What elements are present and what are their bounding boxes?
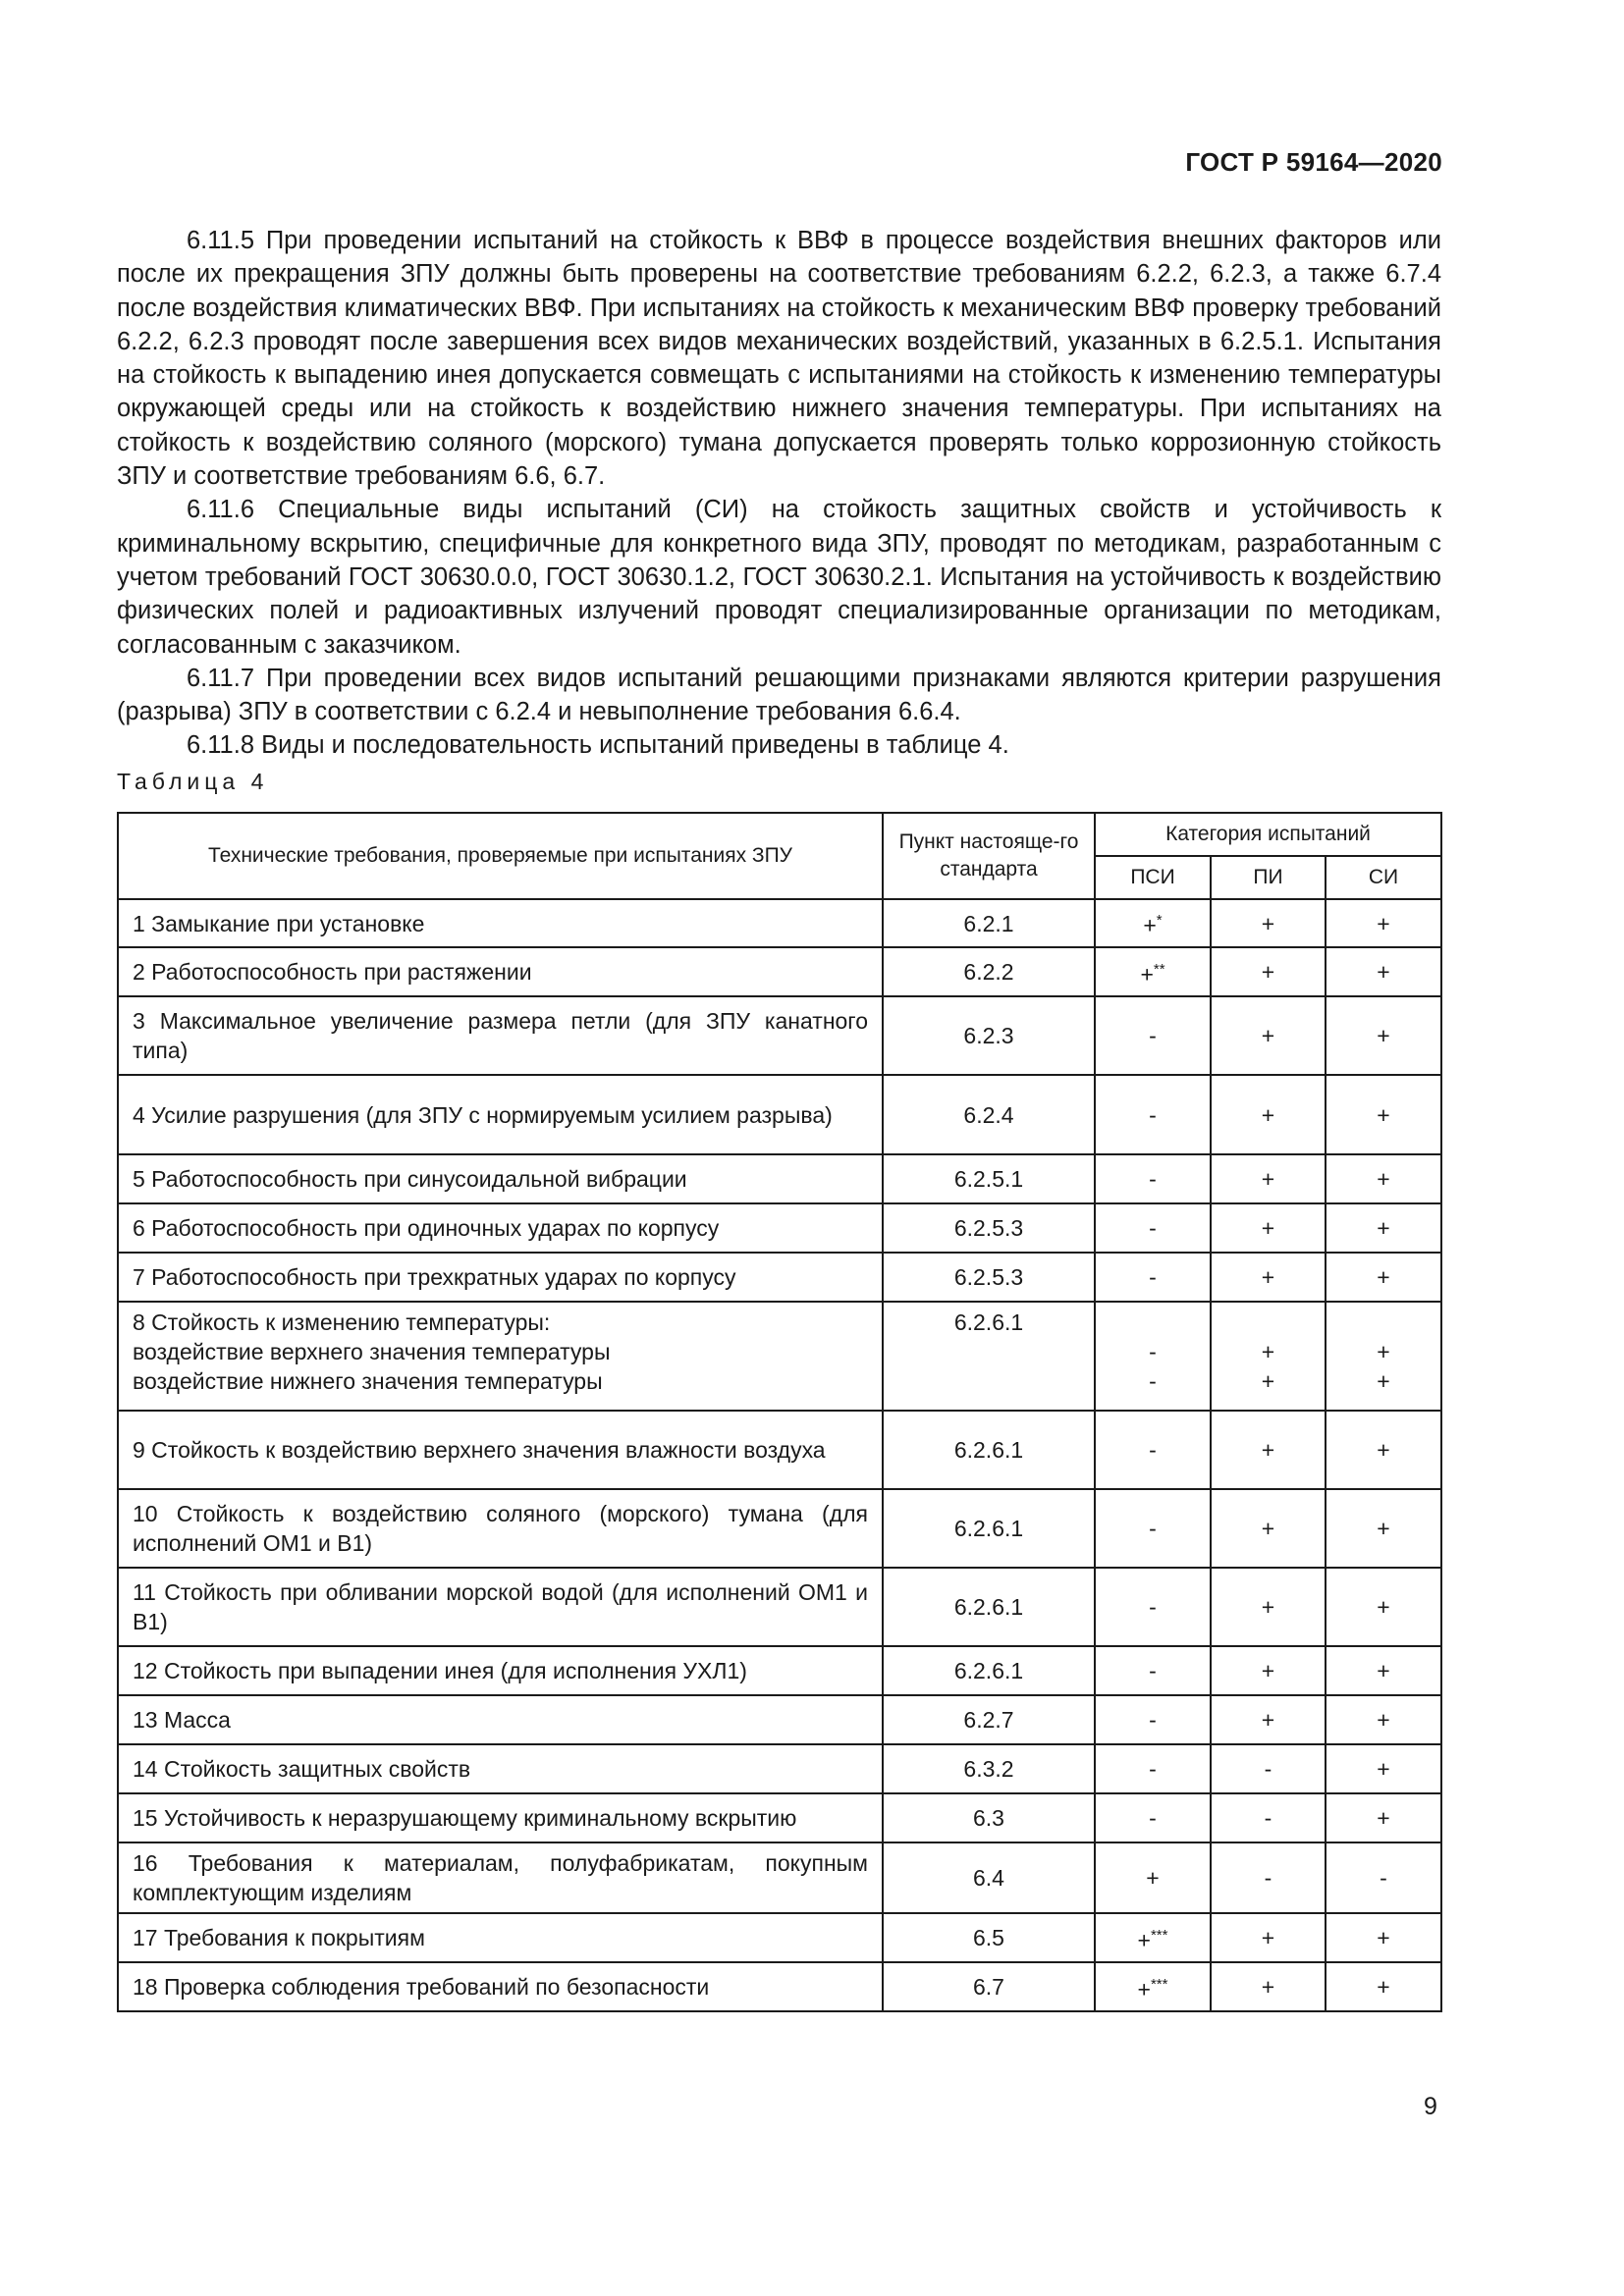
cell-clause: 6.2.6.1 bbox=[883, 1646, 1095, 1695]
psi-mark: - bbox=[1149, 1023, 1157, 1048]
table-row bbox=[118, 1744, 1441, 1793]
table-row bbox=[118, 1793, 1441, 1842]
cell-pi: + bbox=[1211, 1962, 1326, 2011]
cell-clause: 6.2.6.1 bbox=[883, 1411, 1095, 1489]
table-row bbox=[118, 1075, 1441, 1154]
cell-clause: 6.2.6.1 bbox=[883, 1302, 1095, 1411]
cell-si: + bbox=[1326, 1568, 1441, 1646]
psi-mark: - bbox=[1149, 1166, 1157, 1192]
cell-psi bbox=[1095, 1568, 1211, 1646]
cell-clause: 6.2.5.3 bbox=[883, 1203, 1095, 1253]
mark: + bbox=[1261, 1339, 1275, 1364]
cell-pi: + bbox=[1211, 1411, 1326, 1489]
cell-clause: 6.4 bbox=[883, 1842, 1095, 1913]
table-row bbox=[118, 1646, 1441, 1695]
mark: - bbox=[1149, 1339, 1157, 1364]
psi-mark: - bbox=[1149, 1264, 1157, 1290]
psi-mark: + bbox=[1146, 1865, 1160, 1891]
table-row bbox=[118, 1913, 1441, 1962]
table-caption: Таблица 4 bbox=[117, 769, 269, 794]
header-si: СИ bbox=[1326, 856, 1441, 899]
cell-psi bbox=[1095, 1695, 1211, 1744]
cell-requirement: 7 Работоспособность при трехкратных ударах по корпусу bbox=[118, 1253, 883, 1302]
footnote-mark: *** bbox=[1150, 1975, 1168, 1993]
cell-pi: + bbox=[1211, 996, 1326, 1075]
cell-si: + bbox=[1326, 1793, 1441, 1842]
header-pi: ПИ bbox=[1211, 856, 1326, 899]
table-row bbox=[118, 1962, 1441, 2011]
table-row bbox=[118, 1302, 1441, 1411]
cell-si: + bbox=[1326, 1075, 1441, 1154]
cell-requirement: 18 Проверка соблюдения требований по безопасности bbox=[118, 1962, 883, 2011]
cell-psi bbox=[1095, 1203, 1211, 1253]
cell-requirement: 1 Замыкание при установке bbox=[118, 899, 883, 947]
cell-psi bbox=[1095, 1489, 1211, 1568]
cell-psi bbox=[1095, 1962, 1211, 2011]
cell-clause: 6.2.7 bbox=[883, 1695, 1095, 1744]
cell-psi bbox=[1095, 1411, 1211, 1489]
cell-requirement: 17 Требования к покрытиям bbox=[118, 1913, 883, 1962]
table-row bbox=[118, 1253, 1441, 1302]
table-row bbox=[118, 899, 1441, 947]
cell-clause: 6.2.4 bbox=[883, 1075, 1095, 1154]
requirement-line: воздействие нижнего значения температуры bbox=[133, 1368, 603, 1394]
cell-si: - bbox=[1326, 1842, 1441, 1913]
requirement-line: воздействие верхнего значения температуры bbox=[133, 1339, 611, 1364]
cell-si: + bbox=[1326, 1695, 1441, 1744]
cell-requirement: 4 Усилие разрушения (для ЗПУ с нормируемым усилием разрыва) bbox=[118, 1075, 883, 1154]
cell-pi: + bbox=[1211, 1203, 1326, 1253]
cell-psi bbox=[1095, 1646, 1211, 1695]
cell-si: + bbox=[1326, 996, 1441, 1075]
table-row bbox=[118, 1203, 1441, 1253]
body-text bbox=[117, 224, 1441, 763]
mark: + bbox=[1261, 1368, 1275, 1394]
cell-requirement: 5 Работоспособность при синусоидальной вибрации bbox=[118, 1154, 883, 1203]
cell-si: + bbox=[1326, 1203, 1441, 1253]
cell-si: + bbox=[1326, 1411, 1441, 1489]
cell-psi bbox=[1095, 1154, 1211, 1203]
cell-requirement: 12 Стойкость при выпадении инея (для исполнения УХЛ1) bbox=[118, 1646, 883, 1695]
paragraph: 6.11.7 При проведении всех видов испытаний решающими признаками являются критерии разрушения (разрыва) ЗПУ в соответствии с 6.2.4 и невыполнение требования 6.6.4. bbox=[117, 664, 1441, 726]
cell-requirement bbox=[118, 1302, 883, 1411]
cell-pi: + bbox=[1211, 947, 1326, 996]
cell-pi: + bbox=[1211, 899, 1326, 947]
cell-clause: 6.3 bbox=[883, 1793, 1095, 1842]
cell-si: + bbox=[1326, 1154, 1441, 1203]
paragraph: 6.11.6 Специальные виды испытаний (СИ) на стойкость защитных свойств и устойчивость к криминальному вскрытию, специфичные для конкретного вида ЗПУ, проводят по методикам, разработанным с учетом требований ГОСТ 30630.0.0, ГОСТ 30630.1.2, ГОСТ 30630.2.1. Испытания на устойчивость к воздействию физических полей и радиоактивных излучений проводят специализированные организации по методикам, согласованным с заказчиком. bbox=[117, 496, 1441, 659]
cell-clause: 6.3.2 bbox=[883, 1744, 1095, 1793]
page-number: 9 bbox=[1424, 2093, 1437, 2120]
cell-psi bbox=[1095, 1842, 1211, 1913]
cell-si: + bbox=[1326, 899, 1441, 947]
cell-pi: - bbox=[1211, 1744, 1326, 1793]
psi-mark: + bbox=[1137, 1927, 1151, 1953]
paragraph: 6.11.5 При проведении испытаний на стойкость к ВВФ в процессе воздействия внешних факторов или после их прекращения ЗПУ должны быть проверены на соответствие требованиям 6.2.2, 6.2.3, а также 6.7.4 после воздействия климатических ВВФ. При испытаниях на стойкость к механическим ВВФ проверку требований 6.2.2, 6.2.3 проводят после завершения всех видов механических воздействий, указанных в 6.2.5.1. Испытания на стойкость к выпадению инея допускается совмещать с испытаниями на стойкость к изменению температуры окружающей среды или на стойкость к воздействию нижнего значения температуры. При испытаниях на стойкость к воздействию соляного (морского) тумана допускается проверять только коррозионную стойкость ЗПУ и соответствие требованиям 6.6, 6.7. bbox=[117, 227, 1441, 491]
psi-mark: - bbox=[1149, 1594, 1157, 1620]
table-row bbox=[118, 1695, 1441, 1744]
cell-requirement: 2 Работоспособность при растяжении bbox=[118, 947, 883, 996]
cell-pi: + bbox=[1211, 1913, 1326, 1962]
cell-si: + bbox=[1326, 1744, 1441, 1793]
table-row bbox=[118, 1842, 1441, 1913]
cell-requirement: 15 Устойчивость к неразрушающему криминальному вскрытию bbox=[118, 1793, 883, 1842]
footnote-mark: * bbox=[1156, 912, 1163, 930]
cell-pi: + bbox=[1211, 1489, 1326, 1568]
header-psi: ПСИ bbox=[1095, 856, 1211, 899]
cell-psi bbox=[1095, 996, 1211, 1075]
cell-si: + bbox=[1326, 1962, 1441, 2011]
cell-si: + bbox=[1326, 1253, 1441, 1302]
table-row bbox=[118, 947, 1441, 996]
table-row bbox=[118, 1411, 1441, 1489]
mark: - bbox=[1149, 1368, 1157, 1394]
cell-clause: 6.2.1 bbox=[883, 899, 1095, 947]
cell-requirement: 10 Стойкость к воздействию соляного (морского) тумана (для исполнений ОМ1 и В1) bbox=[118, 1489, 883, 1568]
psi-mark: + bbox=[1137, 1976, 1151, 2002]
psi-mark: - bbox=[1149, 1707, 1157, 1733]
cell-pi: + bbox=[1211, 1695, 1326, 1744]
psi-mark: + bbox=[1140, 961, 1154, 988]
cell-requirement: 11 Стойкость при обливании морской водой (для исполнений ОМ1 и В1) bbox=[118, 1568, 883, 1646]
header-category: Категория испытаний bbox=[1095, 813, 1441, 856]
cell-requirement: 3 Максимальное увеличение размера петли (для ЗПУ канатного типа) bbox=[118, 996, 883, 1075]
cell-pi: + bbox=[1211, 1253, 1326, 1302]
header-requirement: Технические требования, проверяемые при испытаниях ЗПУ bbox=[118, 813, 883, 899]
cell-si bbox=[1326, 1302, 1441, 1411]
cell-pi bbox=[1211, 1302, 1326, 1411]
tests-table bbox=[117, 812, 1442, 2012]
cell-pi: + bbox=[1211, 1154, 1326, 1203]
cell-psi bbox=[1095, 1913, 1211, 1962]
cell-si: + bbox=[1326, 1913, 1441, 1962]
header-clause: Пункт настояще-го стандарта bbox=[883, 813, 1095, 899]
cell-pi: + bbox=[1211, 1568, 1326, 1646]
psi-mark: - bbox=[1149, 1805, 1157, 1831]
table-row bbox=[118, 1154, 1441, 1203]
cell-psi bbox=[1095, 1793, 1211, 1842]
cell-pi: + bbox=[1211, 1075, 1326, 1154]
mark: + bbox=[1377, 1339, 1390, 1364]
cell-requirement: 14 Стойкость защитных свойств bbox=[118, 1744, 883, 1793]
cell-psi bbox=[1095, 1744, 1211, 1793]
psi-mark: - bbox=[1149, 1756, 1157, 1782]
cell-pi: - bbox=[1211, 1793, 1326, 1842]
cell-clause: 6.5 bbox=[883, 1913, 1095, 1962]
cell-psi bbox=[1095, 947, 1211, 996]
cell-clause: 6.2.5.3 bbox=[883, 1253, 1095, 1302]
psi-mark: - bbox=[1149, 1101, 1157, 1128]
psi-mark: - bbox=[1149, 1658, 1157, 1683]
cell-psi bbox=[1095, 1075, 1211, 1154]
psi-mark: - bbox=[1149, 1437, 1157, 1463]
cell-clause: 6.2.5.1 bbox=[883, 1154, 1095, 1203]
cell-si: + bbox=[1326, 1646, 1441, 1695]
cell-si: + bbox=[1326, 1489, 1441, 1568]
psi-mark: + bbox=[1143, 912, 1157, 938]
table-row bbox=[118, 1489, 1441, 1568]
document-id: ГОСТ Р 59164—2020 bbox=[1185, 147, 1442, 177]
cell-clause: 6.7 bbox=[883, 1962, 1095, 2011]
cell-requirement: 6 Работоспособность при одиночных ударах по корпусу bbox=[118, 1203, 883, 1253]
cell-clause: 6.2.3 bbox=[883, 996, 1095, 1075]
cell-psi bbox=[1095, 1253, 1211, 1302]
mark: + bbox=[1377, 1368, 1390, 1394]
psi-mark: - bbox=[1149, 1215, 1157, 1241]
table-row bbox=[118, 1568, 1441, 1646]
cell-requirement: 9 Стойкость к воздействию верхнего значения влажности воздуха bbox=[118, 1411, 883, 1489]
footnote-mark: ** bbox=[1153, 960, 1165, 978]
requirement-line: 8 Стойкость к изменению температуры: bbox=[133, 1309, 551, 1335]
psi-mark: - bbox=[1149, 1516, 1157, 1541]
cell-psi bbox=[1095, 1302, 1211, 1411]
cell-clause: 6.2.2 bbox=[883, 947, 1095, 996]
paragraph: 6.11.8 Виды и последовательность испытаний приведены в таблице 4. bbox=[187, 731, 1009, 760]
cell-requirement: 16 Требования к материалам, полуфабрикатам, покупным комплектующим изделиям bbox=[118, 1842, 883, 1913]
cell-clause: 6.2.6.1 bbox=[883, 1489, 1095, 1568]
cell-psi bbox=[1095, 899, 1211, 947]
table-row bbox=[118, 996, 1441, 1075]
cell-requirement: 13 Масса bbox=[118, 1695, 883, 1744]
cell-si: + bbox=[1326, 947, 1441, 996]
cell-pi: + bbox=[1211, 1646, 1326, 1695]
cell-clause: 6.2.6.1 bbox=[883, 1568, 1095, 1646]
footnote-mark: *** bbox=[1150, 1926, 1168, 1944]
cell-pi: - bbox=[1211, 1842, 1326, 1913]
